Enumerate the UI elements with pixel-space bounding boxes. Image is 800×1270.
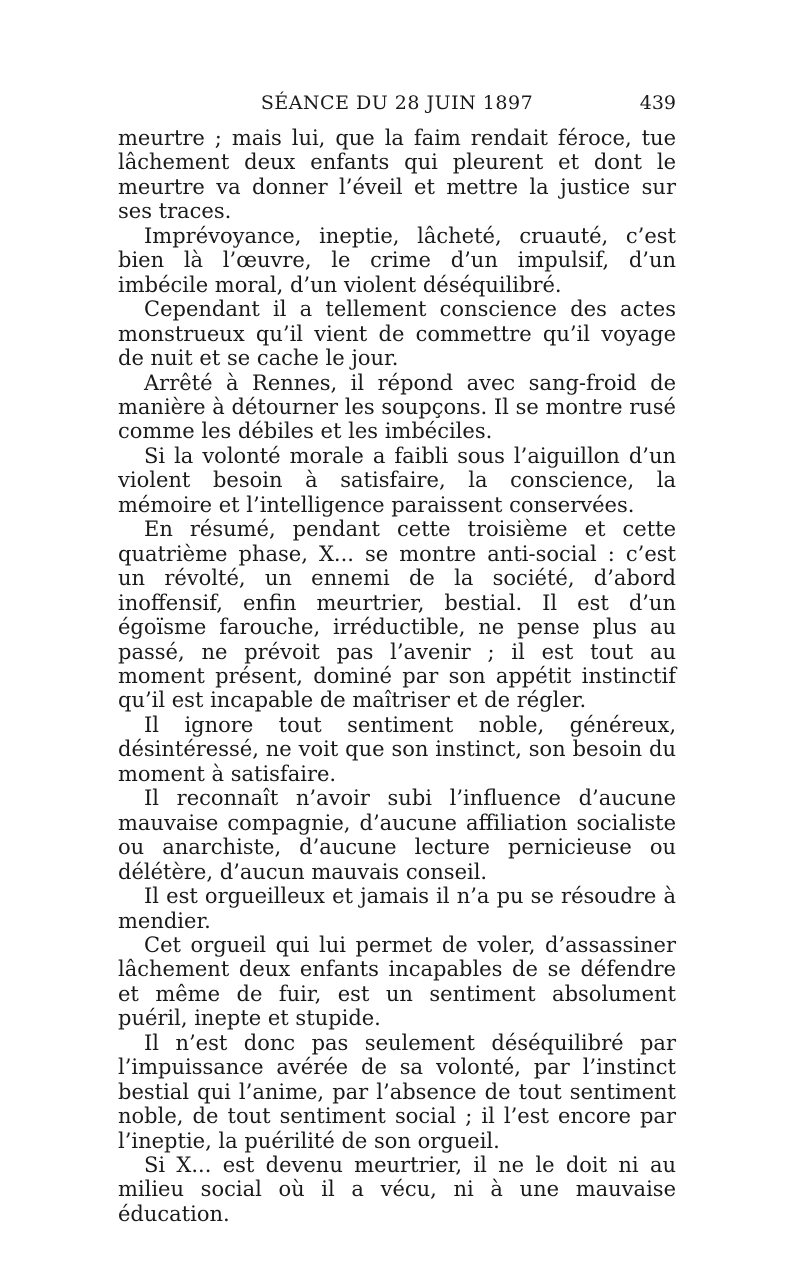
paragraph: meurtre ; mais lui, que la faim rendait féroce, tue lâchement deux enfants qui pleurent et dont le meurtre va donner l’éveil et mettre la justice sur ses traces. <box>118 126 676 224</box>
paragraph: Si la volonté morale a faibli sous l’aiguillon d’un violent besoin à satisfaire, la conscience, la mémoire et l’intelligence paraissent conservées. <box>118 443 676 517</box>
paragraph: Il n’est donc pas seulement déséquilibré par l’impuissance avérée de sa volonté, par l’instinct bestial qui l’anime, par l’absence de tout sentiment noble, de tout sentiment social ; il l’est encore par l’ineptie, la puérilité de son orgueil. <box>118 1030 676 1153</box>
paragraph: Arrêté à Rennes, il répond avec sang-froid de manière à détourner les soupçons. Il se montre rusé comme les débiles et les imbéciles. <box>118 370 676 444</box>
page-header <box>118 92 676 122</box>
paragraph: En résumé, pendant cette troisième et cette quatrième phase, X... se montre anti-social : c’est un révolté, un ennemi de la société, d’abord inoffensif, enfin meurtrier, bestial. Il est d’un égoïsme farouche, irréductible, ne pense plus au passé, ne prévoit pas l’avenir ; il est tout au moment présent, dominé par son appétit instinctif qu’il est incapable de maîtriser et de régler. <box>118 517 676 713</box>
paragraph: Cet orgueil qui lui permet de voler, d’assassiner lâchement deux enfants incapables de se défendre et même de fuir, est un sentiment absolument puéril, inepte et stupide. <box>118 932 676 1031</box>
paragraph: Il ignore tout sentiment noble, généreux, désintéressé, ne voit que son instinct, son besoin du moment à satisfaire. <box>118 712 676 786</box>
paragraph: Il est orgueilleux et jamais il n’a pu se résoudre à mendier. <box>118 884 676 933</box>
running-head: SÉANCE DU 28 JUIN 1897 <box>260 92 534 114</box>
paragraph: Imprévoyance, ineptie, lâcheté, cruauté, c’est bien là l’œuvre, le crime d’un impulsif, d’un imbécile moral, d’un violent déséquilibré. <box>118 223 676 297</box>
paragraph: Il reconnaît n’avoir subi l’influence d’aucune mauvaise compagnie, d’aucune affiliation socialiste ou anarchiste, d’aucune lecture pernicieuse ou délétère, d’aucun mauvais conseil. <box>118 786 676 884</box>
body-text <box>118 126 676 1226</box>
paragraph: Cependant il a tellement conscience des actes monstrueux qu’il vient de commettre qu’il voyage de nuit et se cache le jour. <box>118 297 676 371</box>
paragraph: Si X... est devenu meurtrier, il ne le doit ni au milieu social où il a vécu, ni à une mauvaise éducation. <box>118 1153 676 1226</box>
page-number: 439 <box>639 92 676 114</box>
